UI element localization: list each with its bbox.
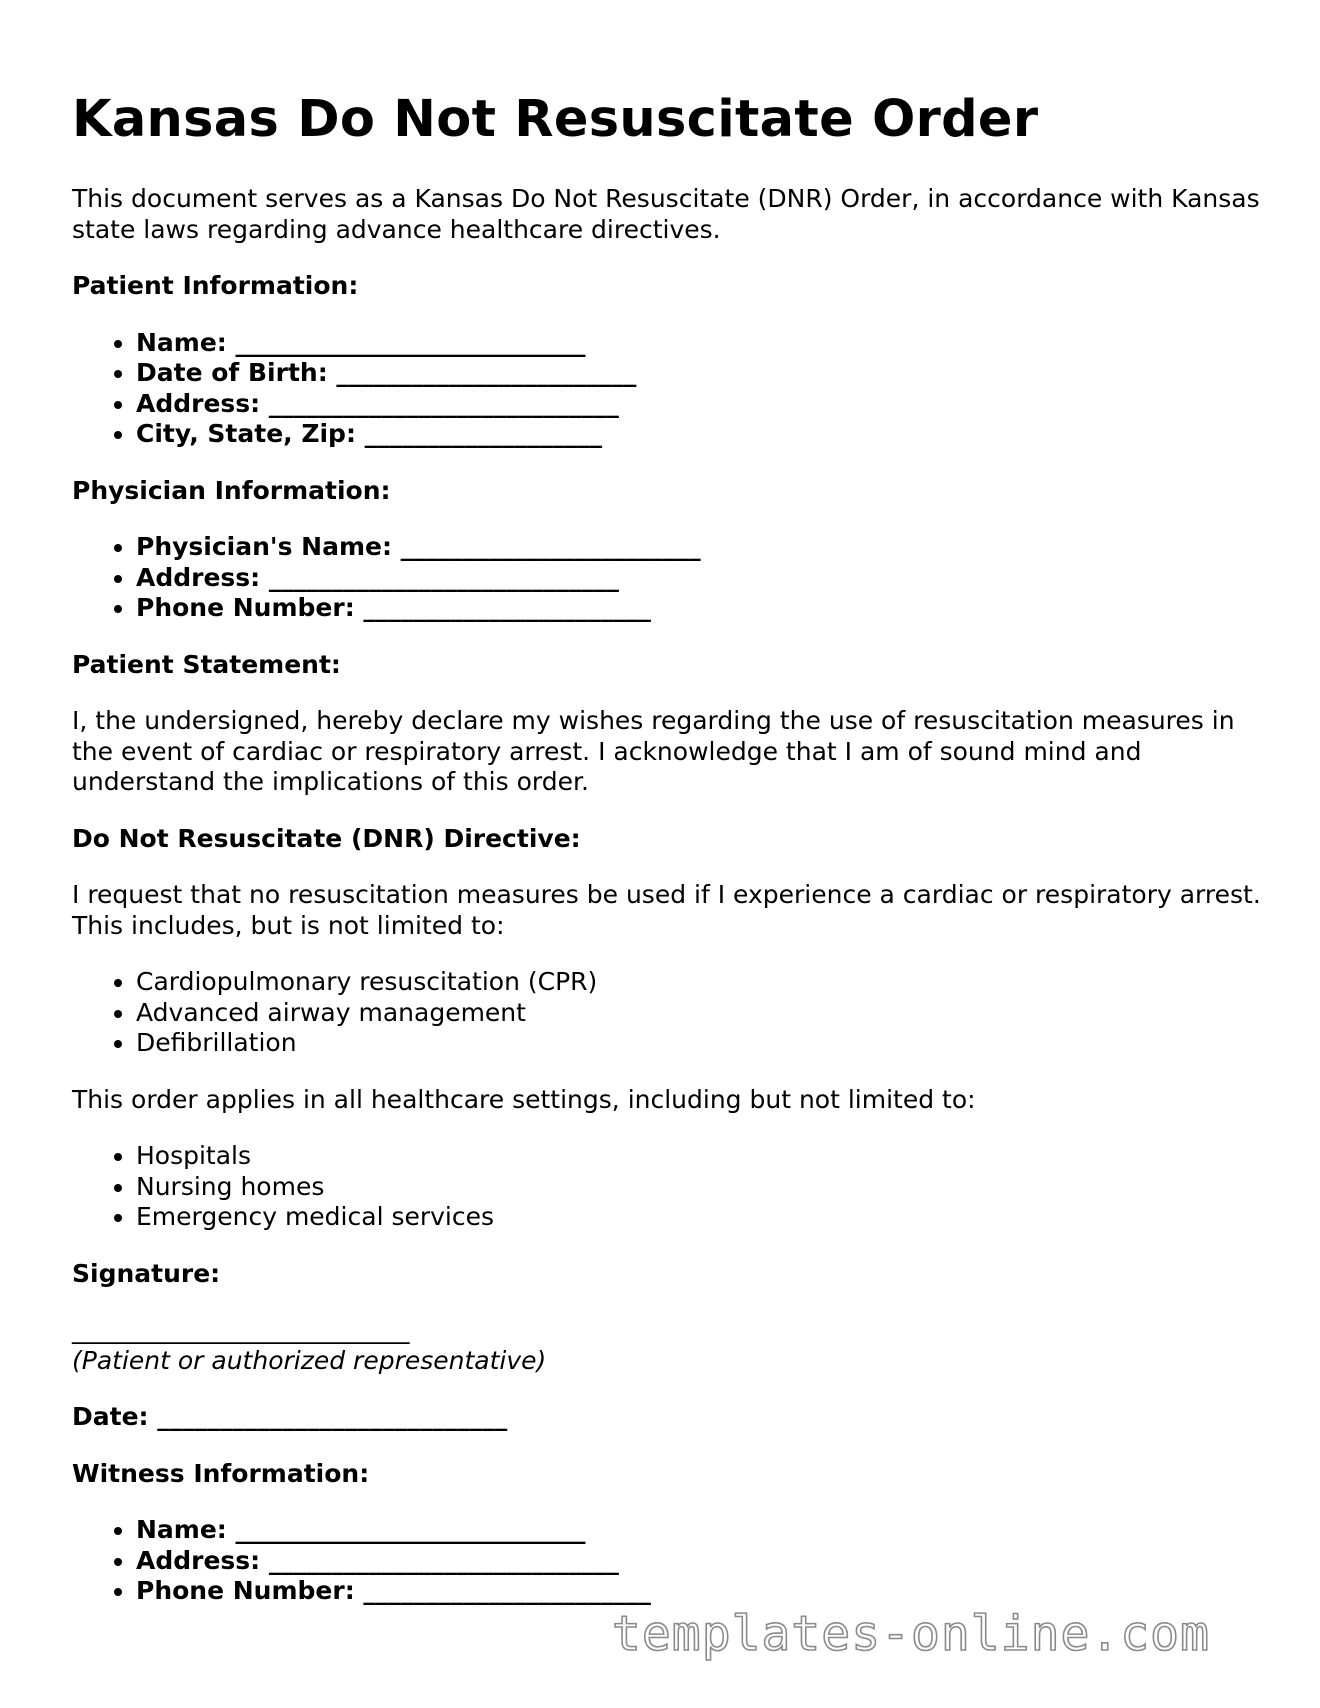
list-item: • Advanced airway management [136, 998, 1272, 1029]
watermark: templates-online.com [612, 1606, 1210, 1662]
patient-statement-heading: Patient Statement: [72, 649, 341, 679]
patient-dob-field: • Date of Birth: ________________________ [136, 358, 1272, 389]
witness-info-heading: Witness Information: [72, 1458, 370, 1488]
intro-paragraph: This document serves as a Kansas Do Not Resuscitate (DNR) Order, in accordance with Kansas state laws regarding advance healthcare directives. [72, 184, 1260, 244]
physician-phone-field: • Phone Number: _______________________ [136, 593, 1272, 624]
list-item: • Emergency medical services [136, 1202, 1272, 1233]
list-item: • Nursing homes [136, 1172, 1272, 1203]
date-field: Date: ____________________________ [72, 1402, 508, 1431]
physician-name-field: • Physician's Name: ________________________ [136, 532, 1272, 563]
witness-info-list [72, 1515, 1272, 1607]
physician-info-heading: Physician Information: [72, 475, 391, 505]
signature-line: ___________________________ [72, 1315, 410, 1344]
dnr-directive-heading: Do Not Resuscitate (DNR) Directive: [72, 823, 581, 853]
document-page [72, 0, 1272, 1607]
patient-info-heading: Patient Information: [72, 271, 359, 300]
signature-caption: (Patient or authorized representative) [72, 1345, 547, 1375]
patient-city-state-zip-field: • City, State, Zip: ___________________ [136, 419, 1272, 450]
list-item: • Hospitals [136, 1141, 1272, 1172]
physician-info-list [72, 532, 1272, 624]
resuscitation-measures-list [72, 967, 1272, 1059]
physician-address-field: • Address: ____________________________ [136, 563, 1272, 594]
dnr-directive-text: I request that no resuscitation measures be used if I experience a cardiac or respiratory arrest. This includes, but is not limited to: [72, 880, 1261, 940]
patient-statement-text: I, the undersigned, hereby declare my wishes regarding the use of resuscitation measures in the event of cardiac or respiratory arrest. I acknowledge that I am of sound mind and understand the implications of this order. [72, 706, 1235, 796]
patient-address-field: • Address: ____________________________ [136, 389, 1272, 420]
list-item: • Defibrillation [136, 1028, 1272, 1059]
document-title: Kansas Do Not Resuscitate Order [72, 90, 1039, 149]
witness-name-field: • Name: ____________________________ [136, 1515, 1272, 1546]
witness-address-field: • Address: ____________________________ [136, 1546, 1272, 1577]
settings-text: This order applies in all healthcare settings, including but not limited to: [72, 1084, 976, 1114]
list-item: • Cardiopulmonary resuscitation (CPR) [136, 967, 1272, 998]
healthcare-settings-list [72, 1141, 1272, 1233]
signature-heading: Signature: [72, 1258, 221, 1288]
patient-info-list [72, 328, 1272, 450]
patient-name-field: • Name: ____________________________ [136, 328, 1272, 359]
witness-phone-field: • Phone Number: _______________________ [136, 1576, 1272, 1607]
